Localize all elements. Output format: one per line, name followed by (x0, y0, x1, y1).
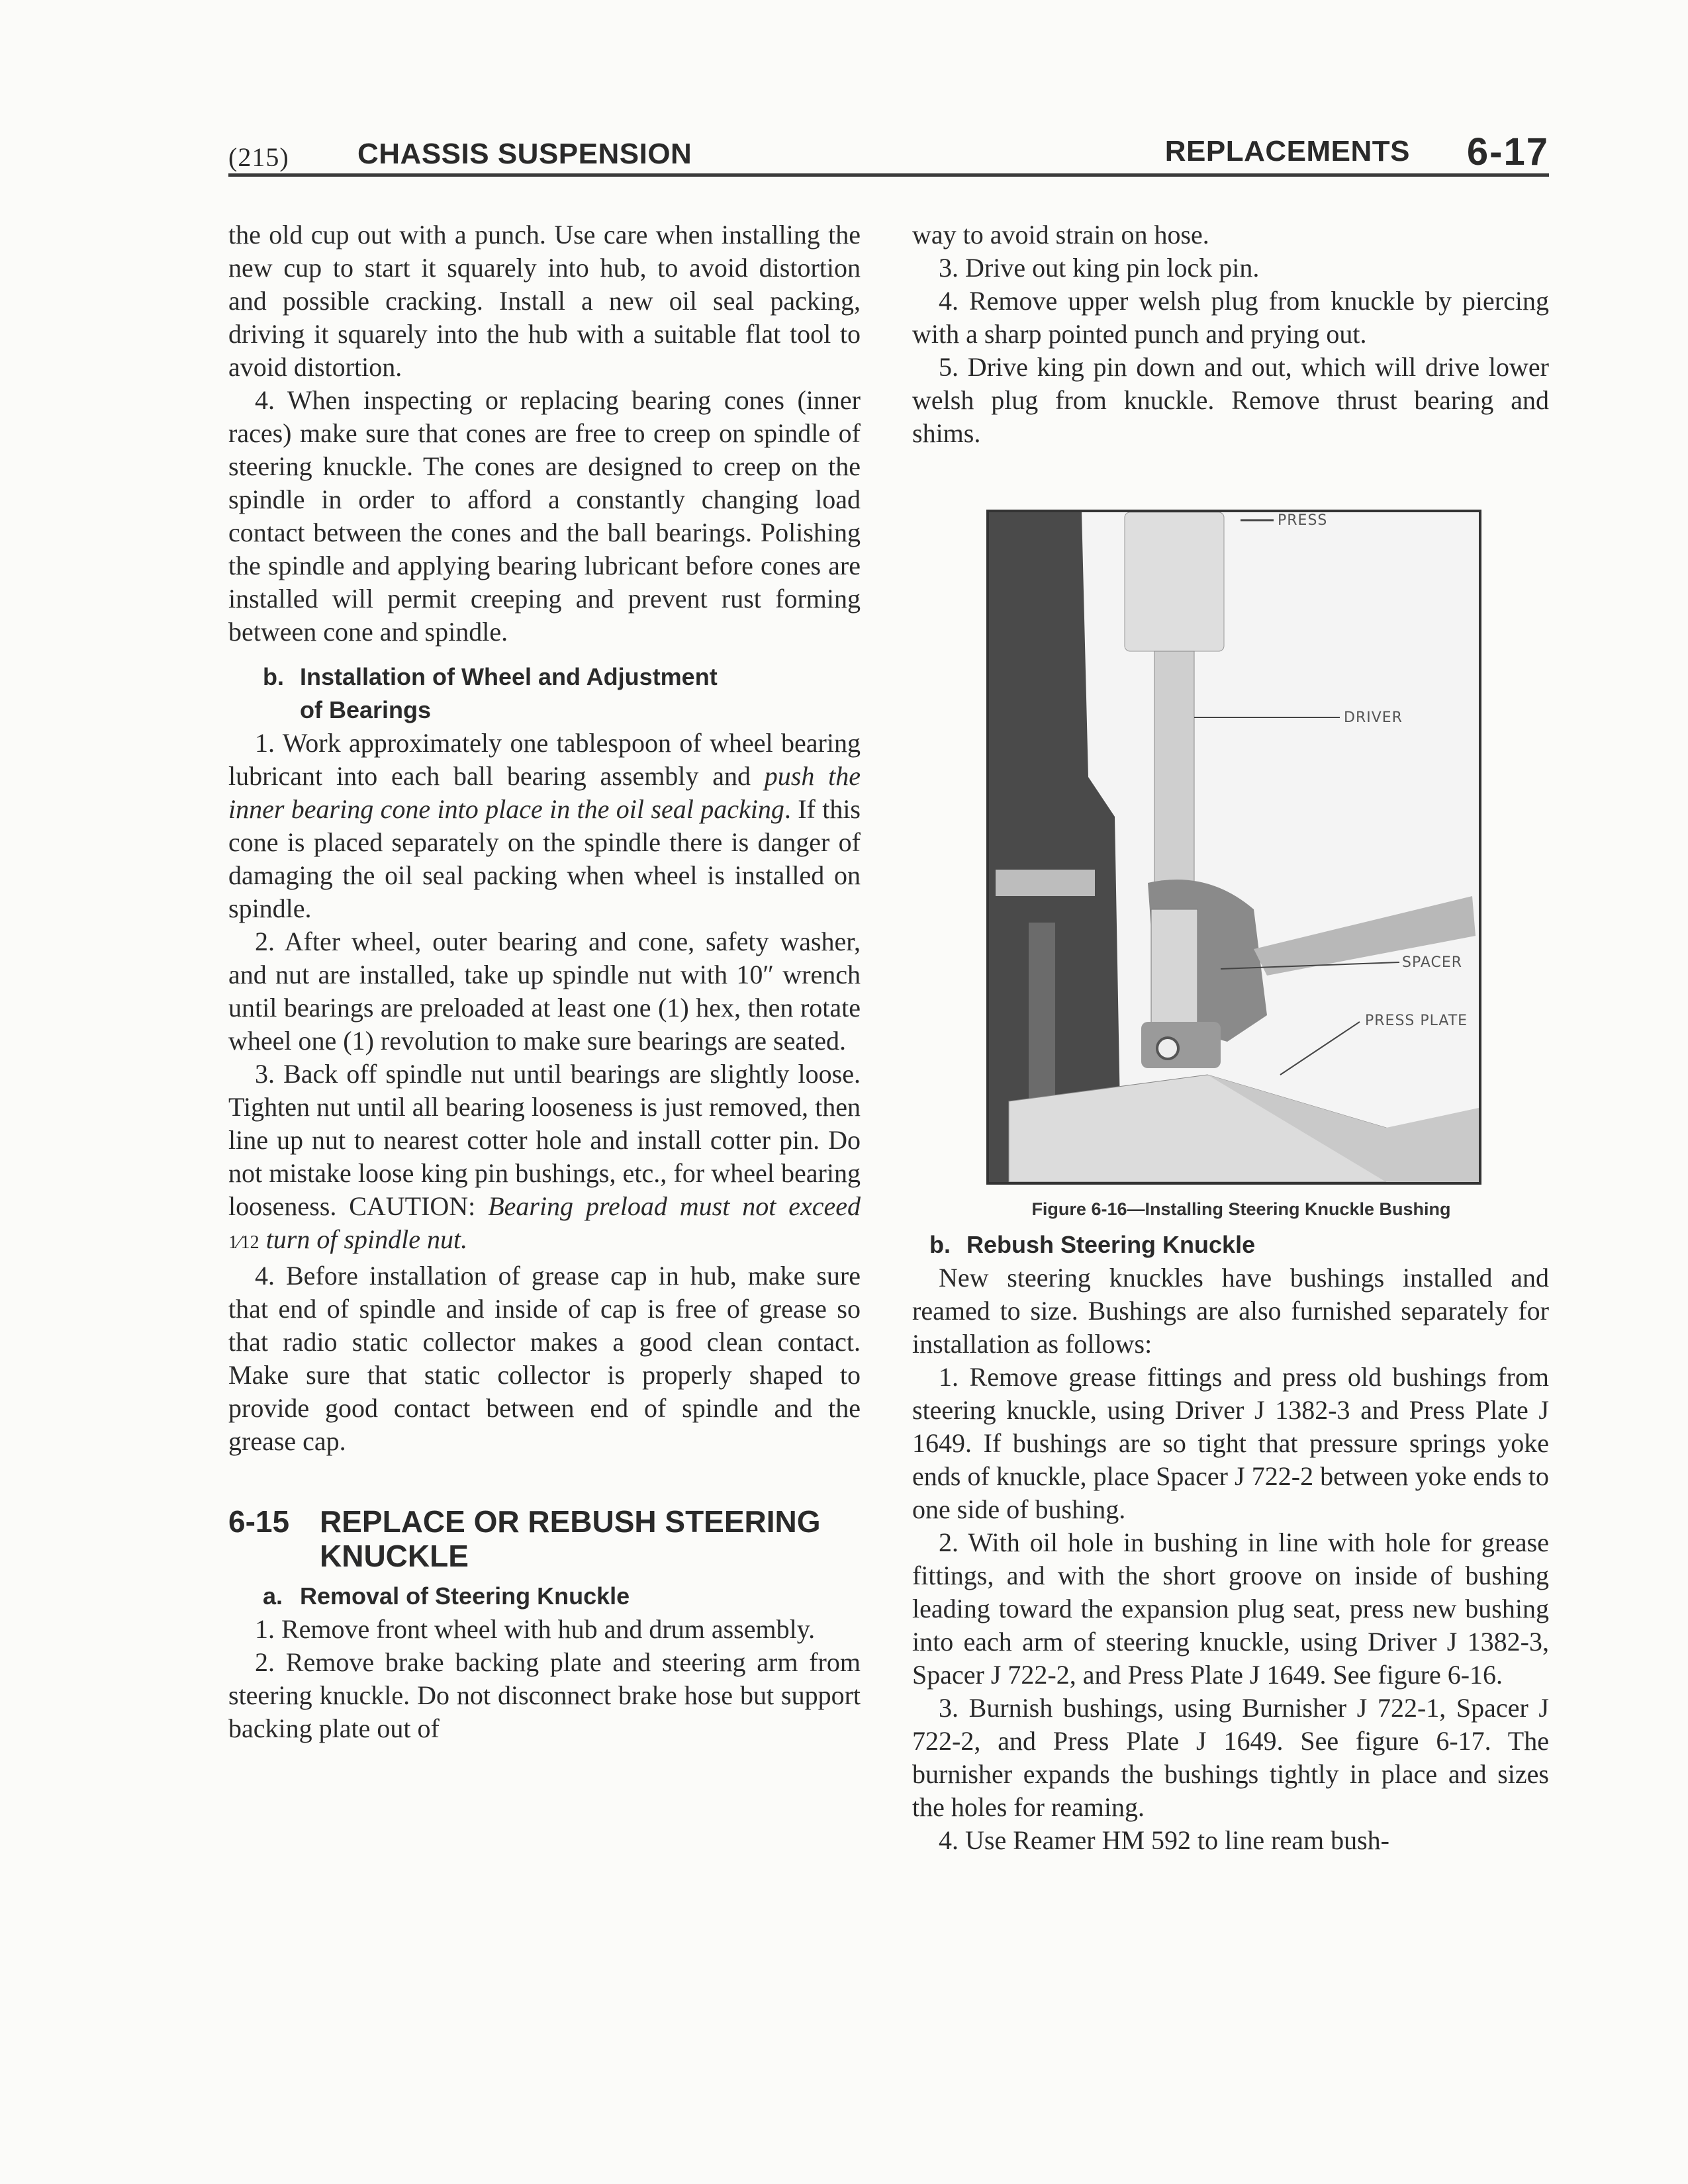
subheading-text: Removal of Steering Knuckle (300, 1582, 630, 1610)
subheading-label: b. (929, 1231, 951, 1258)
subheading-rebush (912, 1228, 1549, 1261)
caution-text: Bearing preload must not exceed (488, 1191, 861, 1221)
paragraph: 2. Remove brake backing plate and steering arm from steering knuckle. Do not disconnect brake hose but support backing plate out of (228, 1647, 861, 1743)
paragraph: 4. Remove upper welsh plug from knuckle by piercing with a sharp pointed punch and prying out. (912, 286, 1549, 349)
subheading-label: b. (263, 663, 284, 690)
paragraph (228, 727, 861, 925)
right-column-lower (912, 1228, 1549, 1857)
section-title: CHASSIS SUSPENSION (357, 138, 692, 170)
right-column (912, 218, 1549, 450)
paragraph: 4. Use Reamer HM 592 to line ream bush- (939, 1825, 1389, 1855)
paragraph: 3. Burnish bushings, using Burnisher J 722-1, Spacer J 722-2, and Press Plate J 1649. See figure 6-17. The burnisher expands the bushings tightly in place and sizes the holes for reaming. (912, 1693, 1549, 1822)
label-spacer: SPACER (1402, 954, 1463, 971)
running-header (228, 132, 1549, 173)
lower-yoke (1141, 1022, 1221, 1068)
label-driver: DRIVER (1344, 709, 1403, 726)
paragraph: 2. After wheel, outer bearing and cone, safety washer, and nut are installed, take up spindle nut with 10″ wrench until bearings are preloaded at least one (1) hex, then rotate wheel one (1) revolution to make sure bearings are seated. (228, 927, 861, 1056)
subheading-label: a. (263, 1582, 283, 1610)
page-code: 6-17 (1466, 130, 1549, 173)
subheading-text: Installation of Wheel and Adjustment (300, 663, 718, 690)
paragraph: the old cup out with a punch. Use care when installing the new cup to start it squarely into hub, to avoid distortion and possible cracking. Install a new oil seal packing, driving it squarely into the hub with a suitable flat tool to avoid distortion. (228, 220, 861, 382)
knuckle-press-illustration (989, 512, 1479, 1182)
caution-text: turn of spindle nut. (259, 1224, 468, 1254)
subheading-removal (228, 1580, 861, 1613)
subheading-text: Rebush Steering Knuckle (966, 1231, 1256, 1258)
paragraph: way to avoid strain on hose. (912, 220, 1209, 250)
paragraph: 5. Drive king pin down and out, which will drive lower welsh plug from knuckle. Remove thrust bearing and shims. (912, 352, 1549, 448)
page-number: (215) (228, 142, 289, 172)
text-run: 1. Work approximately one tablespoon of wheel bearing lubricant into each ball bearing assembly and (228, 728, 861, 791)
subheading-installation (228, 660, 861, 727)
left-column (228, 218, 861, 1745)
section-heading-text: REPLACE OR REBUSH STEERING (320, 1504, 821, 1539)
figure-6-16-photo (986, 510, 1481, 1185)
paragraph: 4. When inspecting or replacing bearing cones (inner races) make sure that cones are free to creep on spindle of steering knuckle. The cones are designed to creep on the spindle in order to afford a constantly changing load contact between the cones and the ball bearings. Polishing the spindle and applying bearing lubricant before cones are installed will permit creeping and prevent rust forming between cone and spindle. (228, 385, 861, 647)
header-rule (228, 173, 1549, 177)
section-heading-text-cont: KNUCKLE (320, 1539, 469, 1573)
topic-title: REPLACEMENTS (1164, 135, 1410, 167)
section-heading-6-15 (228, 1504, 861, 1573)
press-ram (1125, 512, 1224, 651)
paragraph: 1. Remove front wheel with hub and drum assembly. (255, 1614, 816, 1644)
text-run: . If this cone is placed separately on the spindle there is danger of damaging the oil seal packing when wheel is installed on spindle. (228, 794, 861, 923)
paragraph: New steering knuckles have bushings installed and reamed to size. Bushings are also furnished separately for installation as follows: (912, 1263, 1549, 1359)
text-run: 3. Back off spindle nut until bearings are slightly loose. Tighten nut until all bearing looseness is just removed, then line up nut to nearest cotter hole and install cotter pin. Do not mistake loose king pin bushings, etc., for wheel bearing looseness. CAUTION: (228, 1059, 861, 1221)
paragraph (228, 1058, 861, 1259)
emphasis: push the inner bearing cone into place in the oil seal packing (228, 761, 861, 824)
paragraph: 4. Before installation of grease cap in hub, make sure that end of spindle and inside of cap is free of grease so that radio static collector makes a good clean contact. Make sure that static collector is properly shaped to provide good contact between end of spindle and the grease cap. (228, 1261, 861, 1456)
label-press-plate: PRESS PLATE (1365, 1013, 1468, 1029)
fraction: 1⁄12 (228, 1232, 259, 1253)
section-number: 6-15 (228, 1504, 290, 1539)
label-press: PRESS (1278, 512, 1328, 529)
paragraph: 2. With oil hole in bushing in line with hole for grease fittings, and with the short groove on inside of bushing leading toward the expansion plug seat, press new bushing into each arm of steering knuckle, using Driver J 1382-3, Spacer J 722-2, and Press Plate J 1649. See figure 6-16. (912, 1527, 1549, 1690)
paragraph: 1. Remove grease fittings and press old bushings from steering knuckle, using Driver J 1382-3 and Press Plate J 1649. If bushings are so tight that pressure springs yoke ends of knuckle, place Spacer J 722-2 between yoke ends to one side of bushing. (912, 1362, 1549, 1524)
figure-caption: Figure 6-16—Installing Steering Knuckle Bushing (1031, 1199, 1451, 1219)
subheading-text-cont: of Bearings (300, 696, 432, 723)
paragraph: 3. Drive out king pin lock pin. (939, 253, 1260, 283)
